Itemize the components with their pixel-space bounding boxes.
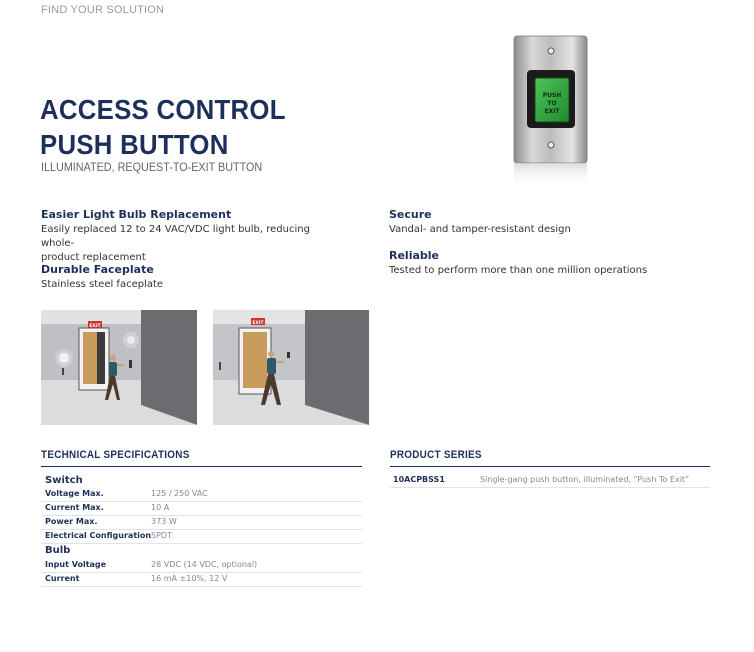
spec-label: Input Voltage bbox=[45, 560, 107, 569]
product-series-row bbox=[390, 473, 710, 488]
button-label-2: TO bbox=[547, 100, 557, 107]
feature-body: Easily replaced 12 to 24 VAC/VDC light bulb, reducing whole- product replacement bbox=[41, 224, 310, 263]
feature-easier-bulb bbox=[41, 208, 341, 265]
spec-value: 125 / 250 VAC bbox=[151, 489, 208, 498]
tech-specs-title: TECHNICAL SPECIFICATIONS bbox=[41, 449, 190, 461]
exit-sign-text: EXIT bbox=[252, 321, 264, 326]
series-model: 10ACPBSS1 bbox=[393, 475, 445, 484]
product-series-rule bbox=[390, 466, 710, 467]
feature-body: Stainless steel faceplate bbox=[41, 279, 164, 290]
page-title bbox=[40, 92, 286, 162]
spec-label: Voltage Max. bbox=[45, 489, 104, 498]
product-image bbox=[505, 30, 600, 190]
feature-secure bbox=[389, 208, 689, 237]
tech-specs-rule bbox=[41, 466, 362, 467]
button-label-1: PUSH bbox=[542, 92, 562, 99]
feature-reliable bbox=[389, 249, 689, 278]
spec-row bbox=[41, 558, 362, 573]
button-label-3: EXIT bbox=[544, 108, 560, 115]
feature-title: Easier Light Bulb Replacement bbox=[41, 208, 232, 221]
spec-row bbox=[41, 501, 362, 516]
feature-body: Tested to perform more than one million operations bbox=[389, 265, 648, 276]
feature-title: Durable Faceplate bbox=[41, 263, 154, 276]
product-series-title: PRODUCT SERIES bbox=[390, 449, 482, 461]
spec-value: SPDT bbox=[151, 531, 172, 540]
feature-title: Reliable bbox=[389, 249, 439, 262]
spec-row bbox=[41, 529, 362, 544]
spec-label: Current bbox=[45, 574, 80, 583]
spec-row bbox=[41, 572, 362, 587]
spec-value: 16 mA ±10%, 12 V bbox=[151, 574, 228, 583]
installation-photo-1 bbox=[41, 310, 197, 425]
spec-row bbox=[41, 487, 362, 502]
series-description: Single-gang push button, illuminated, “Push To Exit” bbox=[480, 475, 690, 484]
title-line-2: PUSH BUTTON bbox=[40, 129, 229, 160]
title-line-1: ACCESS CONTROL bbox=[40, 94, 286, 125]
feature-title: Secure bbox=[389, 208, 432, 221]
page-subtitle: ILLUMINATED, REQUEST-TO-EXIT BUTTON bbox=[41, 160, 263, 174]
spec-value: 10 A bbox=[151, 503, 170, 512]
spec-label: Electrical Configuration bbox=[45, 531, 152, 540]
spec-label: Power Max. bbox=[45, 517, 98, 526]
group-bulb-title: Bulb bbox=[45, 545, 71, 556]
spec-value: 28 VDC (14 VDC, optional) bbox=[151, 560, 258, 569]
feature-durable-faceplate bbox=[41, 263, 341, 292]
spec-row bbox=[41, 515, 362, 530]
feature-body: Vandal- and tamper-resistant design bbox=[389, 224, 571, 235]
kicker: FIND YOUR SOLUTION bbox=[41, 4, 165, 16]
spec-label: Current Max. bbox=[45, 503, 104, 512]
spec-value: 373 W bbox=[151, 517, 177, 526]
exit-sign-text: EXIT bbox=[89, 324, 101, 329]
installation-photo-2 bbox=[213, 310, 369, 425]
group-switch-title: Switch bbox=[45, 475, 83, 486]
